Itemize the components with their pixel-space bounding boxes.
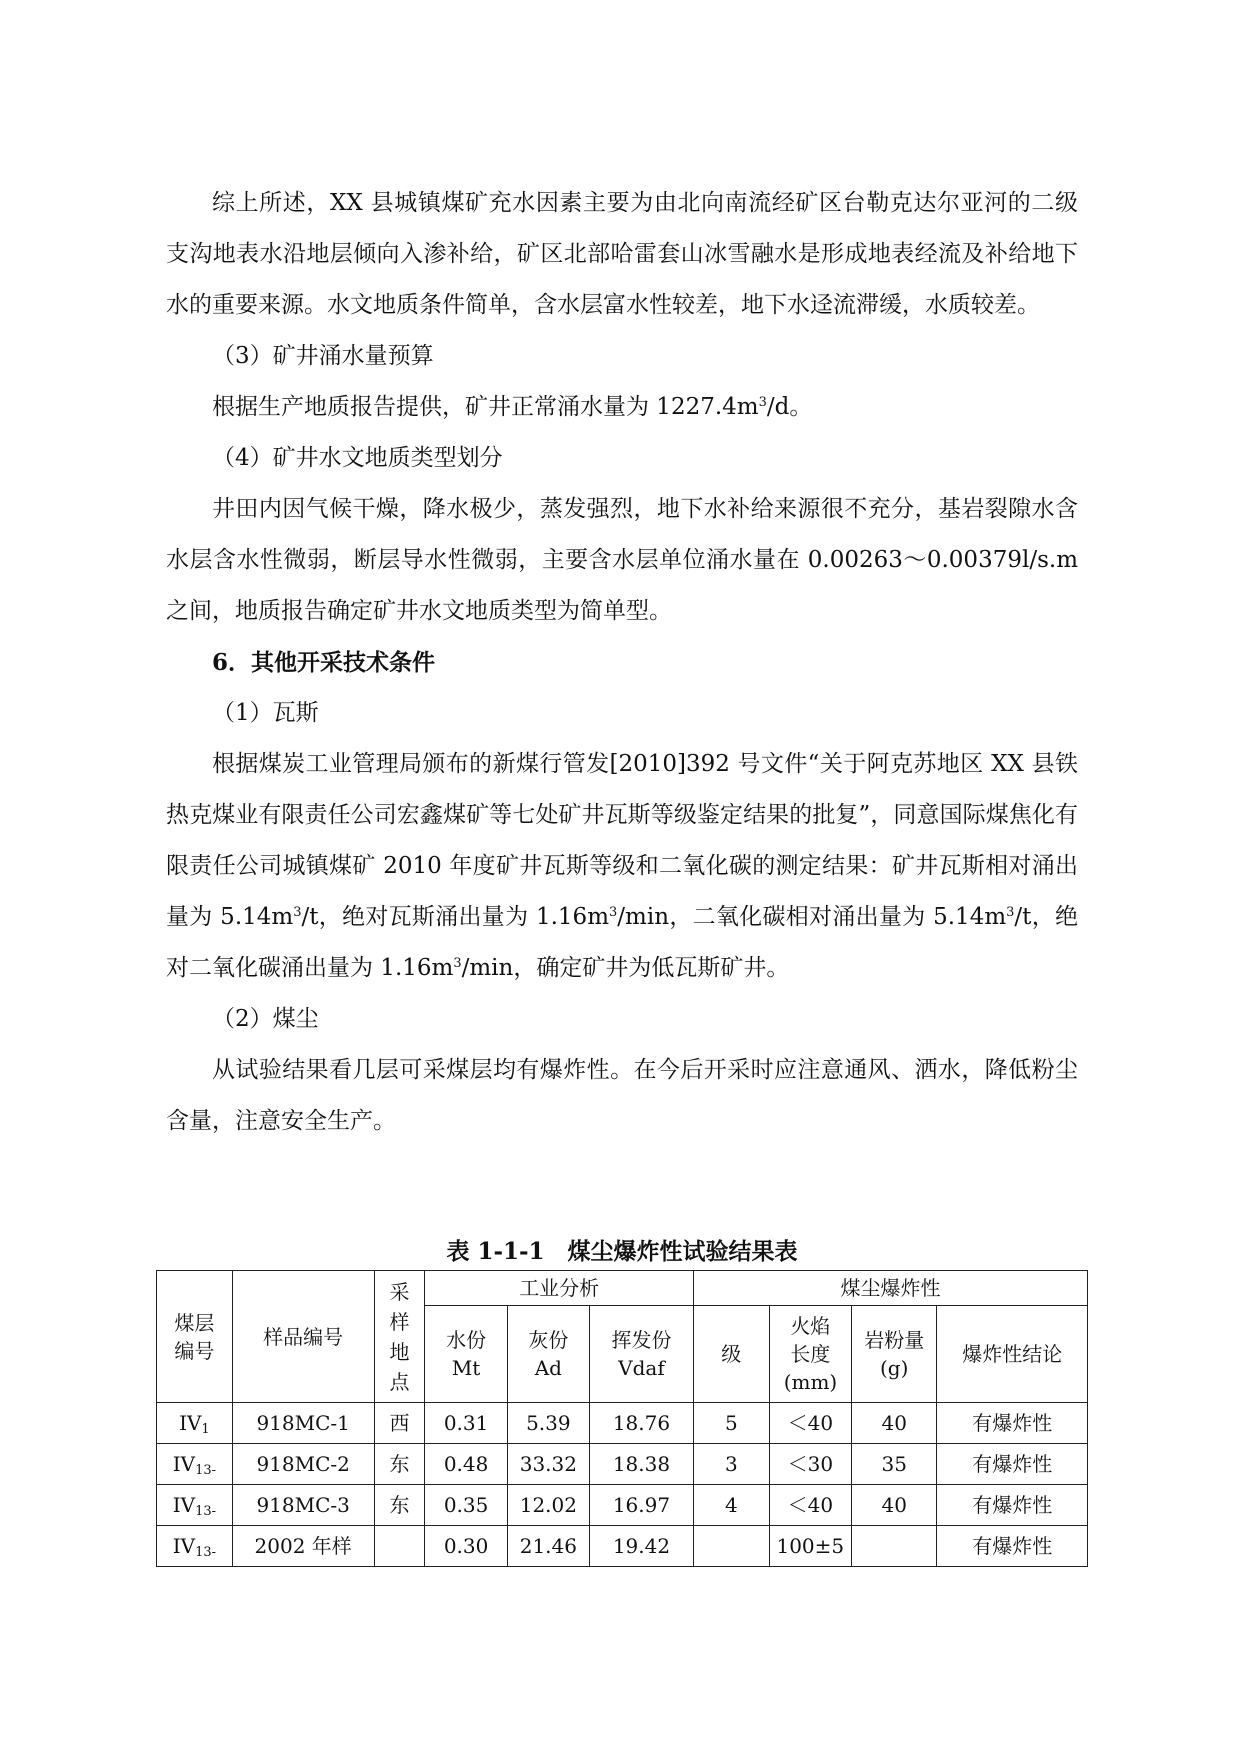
header-conclusion: 爆炸性结论 [937,1306,1088,1403]
cell-rock [851,1526,937,1567]
header-ash: 灰份 Ad [507,1306,589,1403]
cell-mt: 0.48 [425,1444,507,1485]
water-inflow-paragraph: 根据生产地质报告提供，矿井正常涌水量为 $1227.4m^3/d$。 [212,394,813,420]
dust-title: （2）煤尘 [212,1006,319,1032]
cell-seam: $IV_{13-}$ [157,1444,233,1485]
cell-rock: 35 [851,1444,937,1485]
table-row [157,1403,1088,1444]
header-seam: 煤层编号 [157,1271,233,1403]
cell-conclusion: 有爆炸性 [937,1485,1088,1526]
header-volatile: 挥发份 Vdaf [589,1306,693,1403]
cell-ad: 5.39 [507,1403,589,1444]
cell-rock: 40 [851,1403,937,1444]
header-flame: 火焰长度 (mm) [769,1306,851,1403]
table-row [157,1444,1088,1485]
header-moisture: 水份 Mt [425,1306,507,1403]
cell-ad: 33.32 [507,1444,589,1485]
cell-mt: 0.31 [425,1403,507,1444]
cell-conclusion: 有爆炸性 [937,1526,1088,1567]
body-text [166,178,1078,1147]
cell-conclusion: 有爆炸性 [937,1403,1088,1444]
header-rock: 岩粉量 (g) [851,1306,937,1403]
cell-vdaf: 18.38 [589,1444,693,1485]
cell-vdaf: 16.97 [589,1485,693,1526]
header-industrial: 工业分析 [425,1271,693,1306]
cell-vdaf: 19.42 [589,1526,693,1567]
cell-rock: 40 [851,1485,937,1526]
cell-flame: 100±5 [769,1526,851,1567]
cell-level: 4 [693,1485,769,1526]
section-6-heading: 6．其他开采技术条件 [212,649,436,676]
cell-seam: $IV_1$ [157,1403,233,1444]
results-table [156,1270,1088,1567]
cell-level: 3 [693,1444,769,1485]
cell-ad: 12.02 [507,1485,589,1526]
cell-ad: 21.46 [507,1526,589,1567]
header-location: 采样地点 [374,1271,425,1403]
cell-mt: 0.30 [425,1526,507,1567]
cell-conclusion: 有爆炸性 [937,1444,1088,1485]
subsection-3-title: （3）矿井涌水量预算 [212,343,434,369]
cell-level [693,1526,769,1567]
cell-sample: 918MC-1 [232,1403,374,1444]
summary-paragraph: 综上所述，XX 县城镇煤矿充水因素主要为由北向南流经矿区台勒克达尔亚河的二级支沟地表水沿地层倾向入渗补给，矿区北部哈雷套山冰雪融水是形成地表经流及补给地下水的重要来源。水文地质条件简单，含水层富水性较差，地下水迳流滞缓，水质较差。 [166,190,1078,318]
table-row [157,1485,1088,1526]
cell-sample: 918MC-3 [232,1485,374,1526]
cell-flame: ＜40 [769,1403,851,1444]
cell-sample: 2002 年样 [232,1526,374,1567]
table-row [157,1526,1088,1567]
cell-flame: ＜30 [769,1444,851,1485]
cell-location: 东 [374,1485,425,1526]
cell-mt: 0.35 [425,1485,507,1526]
header-level: 级 [693,1306,769,1403]
header-sample: 样品编号 [232,1271,374,1403]
cell-location: 西 [374,1403,425,1444]
cell-seam: $IV_{13-}$ [157,1526,233,1567]
gas-title: （1）瓦斯 [212,700,319,726]
subsection-4-title: （4）矿井水文地质类型划分 [212,445,503,471]
cell-location: 东 [374,1444,425,1485]
dust-paragraph: 从试验结果看几层可采煤层均有爆炸性。在今后开采时应注意通风、洒水，降低粉尘含量，注意安全生产。 [166,1057,1078,1134]
cell-flame: ＜40 [769,1485,851,1526]
cell-level: 5 [693,1403,769,1444]
gas-paragraph: 根据煤炭工业管理局颁布的新煤行管发[2010]392 号文件“关于阿克苏地区 XX 县铁热克煤业有限责任公司宏鑫煤矿等七处矿井瓦斯等级鉴定结果的批复”，同意国际煤焦化有限责任公司城镇煤矿 2010 年度矿井瓦斯等级和二氧化碳的测定结果：矿井瓦斯相对涌出量为 $5.14m^3/t$，绝对瓦斯涌出量为 $1.16m^3/\min$，二氧化碳相对涌出量为 $5.14m^3/t$，绝对二氧化碳涌出量为 $1.16m^3/\min$，确定矿井为低瓦斯矿井。 [166,751,1078,981]
table-title: 表 1-1-1 煤尘爆炸性试验结果表 [446,1238,798,1265]
cell-sample: 918MC-2 [232,1444,374,1485]
cell-vdaf: 18.76 [589,1403,693,1444]
cell-location [374,1526,425,1567]
header-explosive: 煤尘爆炸性 [693,1271,1087,1306]
cell-seam: $IV_{13-}$ [157,1485,233,1526]
hydrogeology-paragraph: 井田内因气候干燥，降水极少，蒸发强烈，地下水补给来源很不充分，基岩裂隙水含水层含水性微弱，断层导水性微弱，主要含水层单位涌水量在 0.00263～0.00379l/s.m 之间，地质报告确定矿井水文地质类型为简单型。 [166,496,1078,624]
